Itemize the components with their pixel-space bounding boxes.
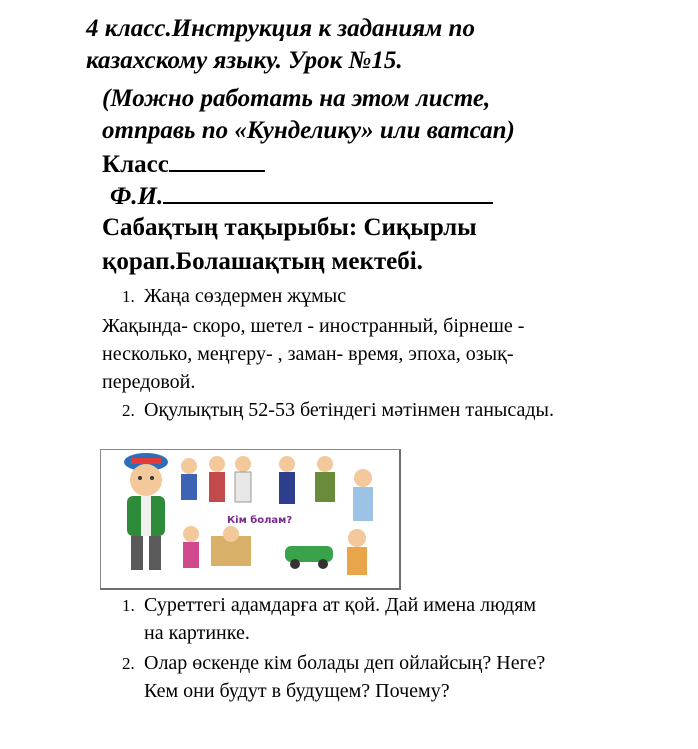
boy-figure (124, 453, 168, 570)
vocab-line-3: передовой. (102, 371, 196, 393)
question-2-line-1: Олар өскенде кім болады деп ойлайсың? Неге? (144, 652, 546, 674)
task-1-number: 1. (122, 287, 135, 306)
question-2 (122, 650, 545, 677)
professions-picture (100, 449, 401, 590)
name-field (110, 180, 493, 212)
question-1-number: 1. (122, 596, 135, 615)
topic-line-1: Сабақтың тақырыбы: Сиқырлы (102, 214, 477, 241)
person-8 (183, 526, 199, 568)
name-blank (163, 180, 493, 204)
task-2 (122, 397, 554, 424)
task-1 (122, 283, 346, 310)
question-1-line-1: Суреттегі адамдарға ат қой. Дай имена людям (144, 594, 537, 616)
person-3 (209, 456, 225, 502)
picture-caption: Кім болам? (227, 515, 293, 526)
class-label: Класс (102, 151, 169, 178)
question-2-number: 2. (122, 654, 135, 673)
topic-line-2: қорап.Болашақтың мектебі. (102, 248, 423, 275)
task-2-text: Оқулықтың 52-53 бетіндегі мәтінмен танысады. (144, 399, 554, 421)
header-line-4: отправь по «Кунделику» или ватсап) (102, 117, 515, 144)
class-blank (169, 148, 265, 172)
person-7 (353, 469, 373, 521)
person-5 (279, 456, 295, 504)
car (285, 546, 333, 569)
task-2-number: 2. (122, 401, 135, 420)
person-4 (235, 456, 251, 502)
person-2 (181, 458, 197, 500)
person-10 (347, 529, 367, 575)
header-line-1: 4 класс.Инструкция к заданиям по (86, 15, 475, 42)
question-1-line-2: на картинке. (144, 622, 250, 644)
name-label: Ф.И. (110, 183, 164, 210)
header-line-3: (Можно работать на этом листе, (102, 85, 491, 112)
question-1 (122, 592, 536, 619)
vocab-line-1: Жақында- скоро, шетел - иностранный, бірнеше - (102, 315, 525, 337)
question-2-line-2: Кем они будут в будущем? Почему? (144, 680, 450, 702)
vocab-line-2: несколько, меңгеру- , заман- время, эпоха, озық- (102, 343, 514, 365)
header-line-2: казахскому языку. Урок №15. (86, 47, 403, 74)
task-1-title: Жаңа сөздермен жұмыс (144, 285, 347, 307)
person-9 (211, 526, 251, 566)
class-field (102, 148, 265, 180)
person-6 (315, 456, 335, 502)
